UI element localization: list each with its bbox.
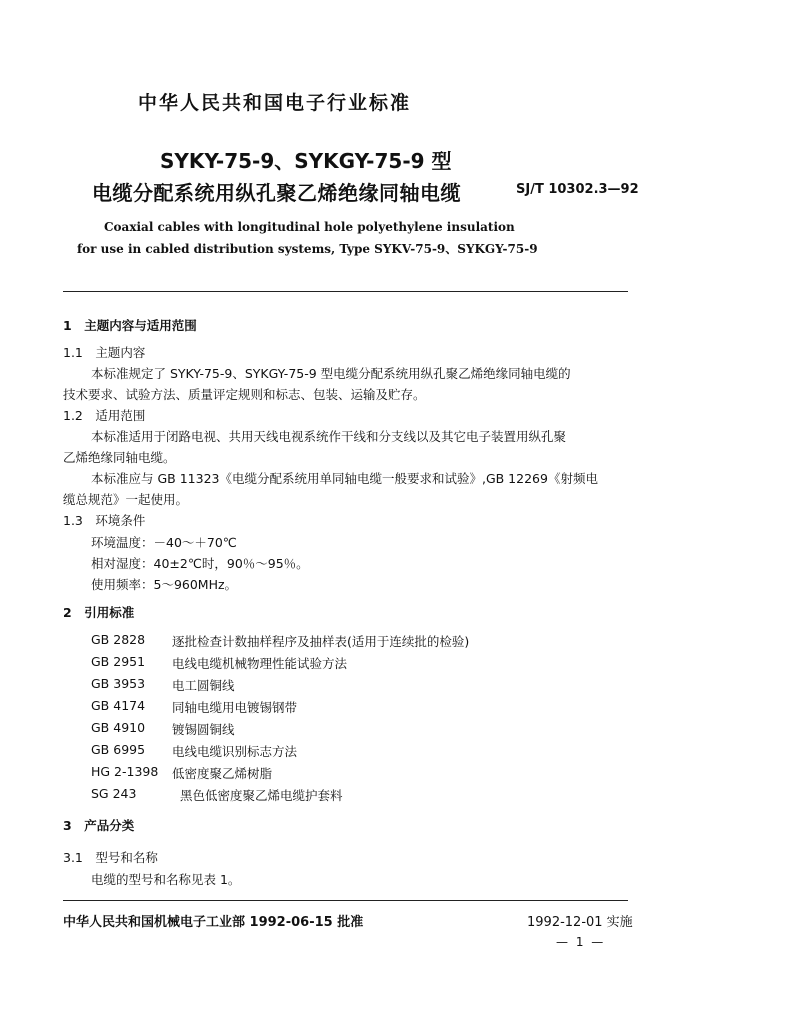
section-3-1-heading: 3.1 型号和名称 <box>63 850 158 865</box>
ref-title: 同轴电缆用电镀锡钢带 <box>172 700 298 715</box>
ref-code: GB 6995 <box>91 742 146 757</box>
ref-title: 电线电缆识别标志方法 <box>172 744 298 759</box>
section-1-2-paragraph-line4: 缆总规范》一起使用。 <box>63 492 189 507</box>
section-1-2-heading: 1.2 适用范围 <box>63 408 146 423</box>
ref-title: 黑色低密度聚乙烯电缆护套料 <box>180 788 343 803</box>
ref-code: GB 2828 <box>91 632 146 647</box>
ref-title: 电工圆铜线 <box>172 678 235 693</box>
section-1-3-heading: 1.3 环境条件 <box>63 513 146 528</box>
title-model-line: SYKY-75-9、SYKGY-75-9 型 <box>160 149 452 173</box>
ref-title: 逐批检查计数抽样程序及抽样表(适用于连续批的检验) <box>172 634 470 649</box>
section-1-1-heading: 1.1 主题内容 <box>63 345 146 360</box>
english-title-line2: for use in cabled distribution systems, Type SYKV-75-9、SYKGY-75-9 <box>77 242 538 256</box>
ref-code: GB 4174 <box>91 698 146 713</box>
ref-code: GB 3953 <box>91 676 146 691</box>
page-number: — 1 — <box>556 935 606 949</box>
ref-code: SG 243 <box>91 786 137 801</box>
approval-line: 中华人民共和国机械电子工业部 1992-06-15 批准 <box>63 915 364 930</box>
standard-number: SJ/T 10302.3—92 <box>516 182 639 197</box>
section-1-heading: 1 主题内容与适用范围 <box>63 318 197 333</box>
section-1-2-paragraph-line1: 本标准适用于闭路电视、共用天线电视系统作干线和分支线以及其它电子装置用纵孔聚 <box>91 429 567 444</box>
section-3-1-paragraph: 电缆的型号和名称见表 1。 <box>91 872 241 887</box>
ref-code: HG 2-1398 <box>91 764 159 779</box>
header-divider <box>63 291 628 292</box>
section-1-2-paragraph-line3: 本标准应与 GB 11323《电缆分配系统用单同轴电缆一般要求和试验》,GB 12269《射频电 <box>91 471 598 486</box>
env-temperature: 环境温度：－40～＋70℃ <box>91 535 237 550</box>
ref-code: GB 4910 <box>91 720 146 735</box>
document-title: 电缆分配系统用纵孔聚乙烯绝缘同轴电缆 <box>92 181 461 205</box>
ref-title: 镀锡圆铜线 <box>172 722 235 737</box>
section-2-heading: 2 引用标准 <box>63 605 135 620</box>
english-title-line1: Coaxial cables with longitudinal hole polyethylene insulation <box>104 220 515 234</box>
ref-title: 电线电缆机械物理性能试验方法 <box>172 656 348 671</box>
section-1-2-paragraph-line2: 乙烯绝缘同轴电缆。 <box>63 450 176 465</box>
effective-date: 1992-12-01 实施 <box>527 915 633 930</box>
issuing-body-title: 中华人民共和国电子行业标准 <box>138 92 412 114</box>
footer-divider <box>63 900 628 901</box>
ref-code: GB 2951 <box>91 654 146 669</box>
section-3-heading: 3 产品分类 <box>63 818 135 833</box>
ref-title: 低密度聚乙烯树脂 <box>172 766 273 781</box>
section-1-1-paragraph-line2: 技术要求、试验方法、质量评定规则和标志、包装、运输及贮存。 <box>63 387 426 402</box>
env-humidity: 相对湿度：40±2℃时，90％～95％。 <box>91 556 309 571</box>
section-1-1-paragraph-line1: 本标准规定了 SYKY-75-9、SYKGY-75-9 型电缆分配系统用纵孔聚乙烯绝缘同轴电缆的 <box>91 366 571 381</box>
env-frequency: 使用频率：5～960MHz。 <box>91 577 238 592</box>
